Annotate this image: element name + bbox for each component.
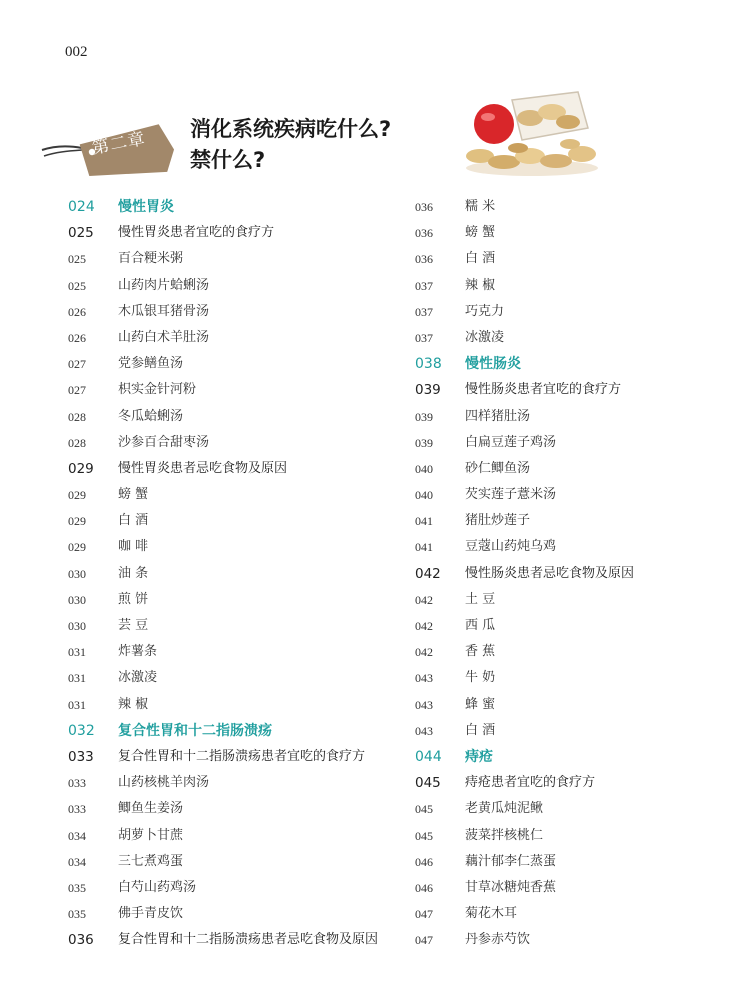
toc-entry-title: 辣 椒 [118,696,149,712]
toc-page-number: 036 [415,200,433,214]
toc-entry-title: 党参鳝鱼汤 [118,356,184,372]
toc-page-number: 035 [68,880,86,895]
toc-entry-item[interactable] [68,796,398,822]
toc-entry-item[interactable] [68,351,398,377]
toc-page-number: 042 [415,565,441,582]
toc-entry-section[interactable] [415,744,745,770]
toc-entry-item[interactable] [68,639,398,665]
toc-entry-title: 甘草冰糖炖香蕉 [465,879,557,895]
toc-entry-title: 痔疮患者宜吃的食疗方 [465,775,596,791]
toc-entry-title: 四样猪肚汤 [465,408,531,424]
toc-entry-title: 炸薯条 [118,644,158,660]
toc-entry-item[interactable] [415,587,745,613]
toc-page-number: 041 [415,514,433,529]
toc-entry-title: 牛 奶 [465,670,496,686]
toc-entry-item[interactable] [68,534,398,560]
toc-left-column [68,194,398,953]
toc-entry-title: 白芍山药鸡汤 [118,879,197,895]
toc-page-number: 040 [415,488,433,503]
toc-page-number: 042 [415,592,433,607]
toc-page-number: 028 [68,409,86,424]
toc-entry-title: 巧克力 [465,303,505,319]
toc-entry-title: 辣 椒 [465,277,496,293]
toc-entry-item[interactable] [68,299,398,325]
toc-entry-title: 白 酒 [465,722,496,738]
toc-entry-item[interactable] [68,430,398,456]
toc-page-number: 043 [415,697,433,712]
toc-entry-title: 枳实金针河粉 [118,382,197,398]
toc-entry-item[interactable] [415,534,745,560]
toc-entry-title: 菊花木耳 [465,906,518,922]
toc-entry-item[interactable] [68,901,398,927]
toc-entry-title: 慢性胃炎 [118,199,174,215]
toc-page-number: 037 [415,304,433,319]
toc-entry-title: 螃 蟹 [465,225,496,241]
toc-entry-item[interactable] [68,849,398,875]
toc-page-number: 030 [68,566,86,581]
toc-page-number: 039 [415,409,433,424]
toc-entry-item[interactable] [415,273,745,299]
toc-page-number: 025 [68,225,94,242]
toc-entry-title: 复合性胃和十二指肠溃疡患者忌吃食物及原因 [118,932,379,948]
chapter-title-line-1: 消化系统疾病吃什么? [190,117,392,141]
toc-page-number: 042 [415,645,433,660]
toc-page-number: 035 [68,907,86,922]
toc-entry-item[interactable] [415,482,745,508]
toc-entry-item[interactable] [415,875,745,901]
toc-entry-title: 冰激凌 [465,329,505,345]
toc-entry-item[interactable] [415,849,745,875]
toc-entry-title: 冬瓜蛤蜊汤 [118,408,184,424]
toc-entry-item[interactable] [68,246,398,272]
toc-entry-title: 菠菜拌核桃仁 [465,827,544,843]
toc-entry-title: 芸 豆 [118,618,149,633]
toc-page-number: 038 [415,356,442,373]
toc-page-number: 046 [415,880,433,895]
toc-entry-title: 芡实莲子薏米汤 [465,487,557,503]
toc-entry-section[interactable] [68,194,398,220]
toc-entry-item[interactable] [68,561,398,587]
toc-page-number: 034 [68,854,86,869]
toc-entry-sub[interactable] [415,377,745,403]
toc-right-column [415,194,745,953]
toc-entry-item[interactable] [415,927,745,953]
toc-entry-title: 猪肚炒莲子 [465,513,531,529]
toc-entry-section[interactable] [415,351,745,377]
toc-entry-title: 白 酒 [465,251,496,267]
toc-entry-title: 豆蔻山药炖乌鸡 [465,539,557,555]
toc-entry-sub[interactable] [68,927,398,953]
toc-page-number: 030 [68,619,86,633]
toc-entry-item[interactable] [415,508,745,534]
toc-entry-item[interactable] [415,246,745,272]
toc-entry-item[interactable] [415,325,745,351]
toc-page-number: 026 [68,330,86,345]
toc-entry-title: 慢性胃炎患者忌吃食物及原因 [118,460,288,476]
toc-entry-title: 咖 啡 [118,539,149,555]
toc-entry-title: 煎 饼 [118,591,149,607]
toc-page-number: 037 [415,330,433,345]
toc-entry-title: 油 条 [118,565,149,581]
toc-entry-sub[interactable] [68,220,398,246]
toc-page-number: 045 [415,802,433,817]
toc-entry-item[interactable] [68,875,398,901]
toc-page-number: 043 [415,671,433,686]
toc-entry-item[interactable] [415,613,745,639]
toc-page-number: 036 [415,226,433,241]
toc-entry-title: 复合性胃和十二指肠溃疡 [118,722,272,739]
toc-page-number: 029 [68,488,86,503]
toc-entry-item[interactable] [415,718,745,744]
toc-entry-item[interactable] [68,665,398,691]
toc-entry-item[interactable] [68,273,398,299]
toc-entry-title: 砂仁鲫鱼汤 [465,460,531,476]
toc-page-number: 032 [68,722,95,739]
toc-entry-title: 丹参赤芍饮 [465,932,531,948]
toc-entry-item[interactable] [68,325,398,351]
toc-page-number: 043 [415,723,433,738]
chapter-title [190,114,430,176]
toc-entry-title: 糯 米 [465,199,496,214]
toc-entry-title: 蜂 蜜 [465,696,496,712]
toc-entry-item[interactable] [68,770,398,796]
toc-page-number: 025 [68,252,86,267]
toc-entry-title: 白 酒 [118,513,149,529]
toc-entry-title: 慢性肠炎患者忌吃食物及原因 [465,565,635,581]
toc-entry-title: 慢性肠炎 [465,356,521,373]
toc-entry-item[interactable] [415,665,745,691]
toc-entry-title: 山药白术羊肚汤 [118,329,210,345]
toc-entry-section[interactable] [68,718,398,744]
toc-page-number: 028 [68,435,86,450]
toc-page-number: 047 [415,933,433,948]
toc-page-number: 029 [68,540,86,555]
toc-page-number: 036 [68,932,94,949]
toc-page-number: 045 [415,775,441,792]
toc-entry-title: 慢性肠炎患者宜吃的食疗方 [465,382,622,398]
toc-entry-title: 复合性胃和十二指肠溃疡患者宜吃的食疗方 [118,748,366,764]
toc-entry-title: 香 蕉 [465,644,496,660]
toc-entry-item[interactable] [415,639,745,665]
toc-entry-item[interactable] [415,456,745,482]
toc-entry-title: 沙参百合甜枣汤 [118,434,210,450]
toc-entry-title: 山药核桃羊肉汤 [118,775,210,791]
toc-entry-item[interactable] [415,796,745,822]
toc-entry-sub[interactable] [68,744,398,770]
toc-page-number: 031 [68,697,86,712]
toc-page-number: 034 [68,828,86,843]
chapter-title-line-2: 禁什么? [190,148,266,172]
toc-entry-title: 冰激凌 [118,670,158,686]
toc-entry-sub[interactable] [415,770,745,796]
toc-entry-title: 百合粳米粥 [118,251,184,267]
toc-entry-title: 鲫鱼生姜汤 [118,801,184,817]
toc-entry-title: 痔疮 [465,748,493,765]
toc-entry-item[interactable] [68,613,398,639]
toc-entry-title: 山药肉片蛤蜊汤 [118,277,210,293]
toc-entry-sub[interactable] [415,561,745,587]
toc-page-number: 044 [415,748,442,765]
toc-page-number: 046 [415,854,433,869]
toc-page-number: 027 [68,357,86,372]
toc-entry-item[interactable] [68,482,398,508]
toc-entry-item[interactable] [68,823,398,849]
toc-entry-title: 藕汁郁李仁蒸蛋 [465,853,557,869]
herb-jar-image [460,82,605,177]
toc-page-number: 042 [415,619,433,633]
toc-entry-item[interactable] [68,587,398,613]
toc-entry-title: 三七煮鸡蛋 [118,853,184,869]
toc-page-number: 024 [68,199,95,215]
toc-entry-title: 白扁豆莲子鸡汤 [465,434,557,450]
toc-page-number: 030 [68,592,86,607]
chapter-label: 第二章 [90,128,148,159]
toc-page-number: 047 [415,907,433,922]
toc-entry-title: 老黄瓜炖泥鳅 [465,801,544,817]
toc-entry-item[interactable] [68,377,398,403]
toc-page-number: 040 [415,461,433,476]
toc-entry-title: 土 豆 [465,591,496,607]
toc-entry-item[interactable] [68,508,398,534]
toc-page-number: 033 [68,748,94,765]
toc-page-number: 025 [68,278,86,293]
toc-entry-title: 西 瓜 [465,618,496,633]
toc-entry-item[interactable] [415,430,745,456]
toc-page-number: 039 [415,382,441,399]
toc-page-number: 027 [68,383,86,398]
toc-page-number: 031 [68,671,86,686]
toc-page-number: 039 [415,435,433,450]
toc-entry-title: 佛手青皮饮 [118,906,184,922]
toc-page-number: 036 [415,252,433,267]
chapter-tag [40,112,180,182]
toc-entry-item[interactable] [415,692,745,718]
toc-page-number: 037 [415,278,433,293]
toc-page-number: 045 [415,828,433,843]
toc-entry-item[interactable] [415,823,745,849]
toc-entry-item[interactable] [415,299,745,325]
toc-page-number: 033 [68,802,86,817]
toc-entry-title: 木瓜银耳猪骨汤 [118,303,210,319]
toc-entry-item[interactable] [415,404,745,430]
toc-entry-item[interactable] [68,692,398,718]
toc-entry-item[interactable] [415,194,745,220]
toc-page-number: 029 [68,514,86,529]
page-number: 002 [65,44,88,60]
toc-entry-title: 慢性胃炎患者宜吃的食疗方 [118,225,275,241]
toc-page-number: 033 [68,776,86,791]
toc-entry-item[interactable] [68,404,398,430]
toc-page-number: 031 [68,645,86,660]
toc-page-number: 029 [68,460,94,477]
toc-entry-title: 胡萝卜甘蔗 [118,827,184,843]
toc-page-number: 041 [415,540,433,555]
toc-entry-title: 螃 蟹 [118,487,149,503]
toc-entry-item[interactable] [415,901,745,927]
toc-entry-item[interactable] [415,220,745,246]
toc-page-number: 026 [68,304,86,319]
toc-entry-sub[interactable] [68,456,398,482]
